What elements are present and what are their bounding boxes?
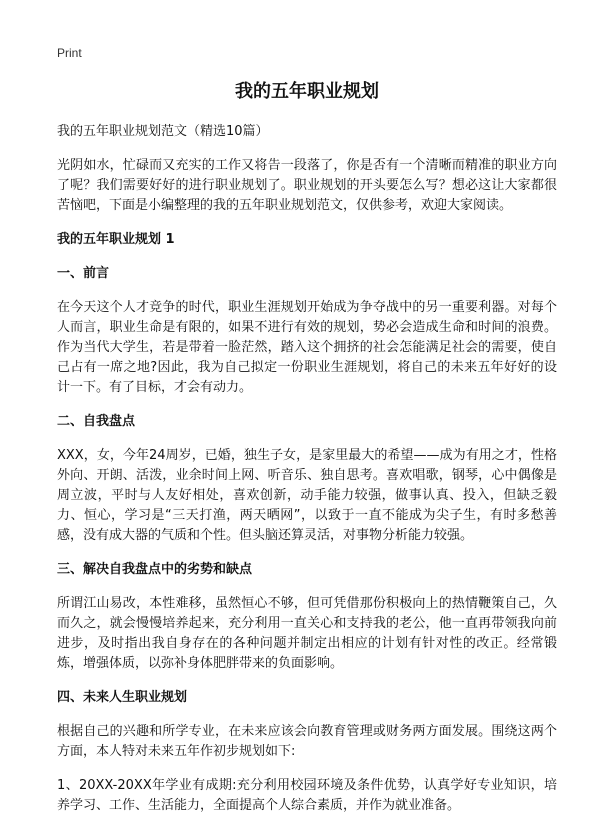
section-body-self-assessment: XXX，女，今年24周岁，已婚，独生子女，是家里最大的希望——成为有用之才，性格外向、开朗、活泼，业余时间上网、听音乐、独自思考。喜欢唱歌，钢琴，心中偶像是周立波，平时与人友好相处，喜欢创新，动手能力较强，做事认真、投入，但缺乏毅力、恒心，学习是“三天打渔，两天晒网”，以致于一直不能成为尖子生，有时多愁善感，没有成大器的气质和个性。但头脑还算灵活，对事物分析能力较强。	[57, 448, 557, 543]
plan-item-1: 1、20XX-20XX年学业有成期:充分利用校园环境及条件优势，认真学好专业知识，培养学习、工作、生活能力，全面提高个人综合素质，并作为就业准备。	[57, 778, 557, 813]
print-link[interactable]: Print	[57, 46, 82, 60]
section-heading-preface: 一、前言	[57, 266, 110, 281]
section-body-career-plan: 根据自己的兴趣和所学专业，在未来应该会向教育管理或财务两方面发展。围绕这两个方面，本人特对未来五年作初步规划如下:	[57, 724, 557, 759]
section-heading-self-assessment: 二、自我盘点	[57, 414, 136, 429]
section-heading-career-plan: 四、未来人生职业规划	[57, 690, 188, 705]
article-heading: 我的五年职业规划 1	[57, 232, 175, 247]
page-subtitle: 我的五年职业规划范文（精选10篇）	[57, 124, 269, 139]
page-title: 我的五年职业规划	[235, 81, 379, 102]
section-body-preface: 在今天这个人才竞争的时代，职业生涯规划开始成为争夺战中的另一重要利器。对每个人而言，职业生命是有限的，如果不进行有效的规划，势必会造成生命和时间的浪费。作为当代大学生，若是带着一脸茫然，踏入这个拥挤的社会怎能满足社会的需要，使自己占有一席之地?因此，我为自己拟定一份职业生涯规划，将自己的未来五年好好的设计一下。有了目标，才会有动力。	[57, 300, 557, 395]
intro-paragraph: 光阴如水，忙碌而又充实的工作又将告一段落了，你是否有一个清晰而精准的职业方向了呢？我们需要好好的进行职业规划了。职业规划的开头要怎么写？想必这让大家都很苦恼吧，下面是小编整理的我的五年职业规划范文，仅供参考，欢迎大家阅读。	[57, 158, 557, 213]
section-heading-weaknesses: 三、解决自我盘点中的劣势和缺点	[57, 562, 253, 577]
document-page	[57, 78, 557, 830]
section-body-weaknesses: 所谓江山易改，本性难移，虽然恒心不够，但可凭借那份积极向上的热情鞭策自己，久而久之，就会慢慢培养起来，充分利用一直关心和支持我的老公，他一直再带领我向前进步，及时指出我自身存在的各种问题并制定出相应的计划有针对性的改正。经常锻炼，增强体质，以弥补身体肥胖带来的负面影响。	[57, 596, 557, 671]
